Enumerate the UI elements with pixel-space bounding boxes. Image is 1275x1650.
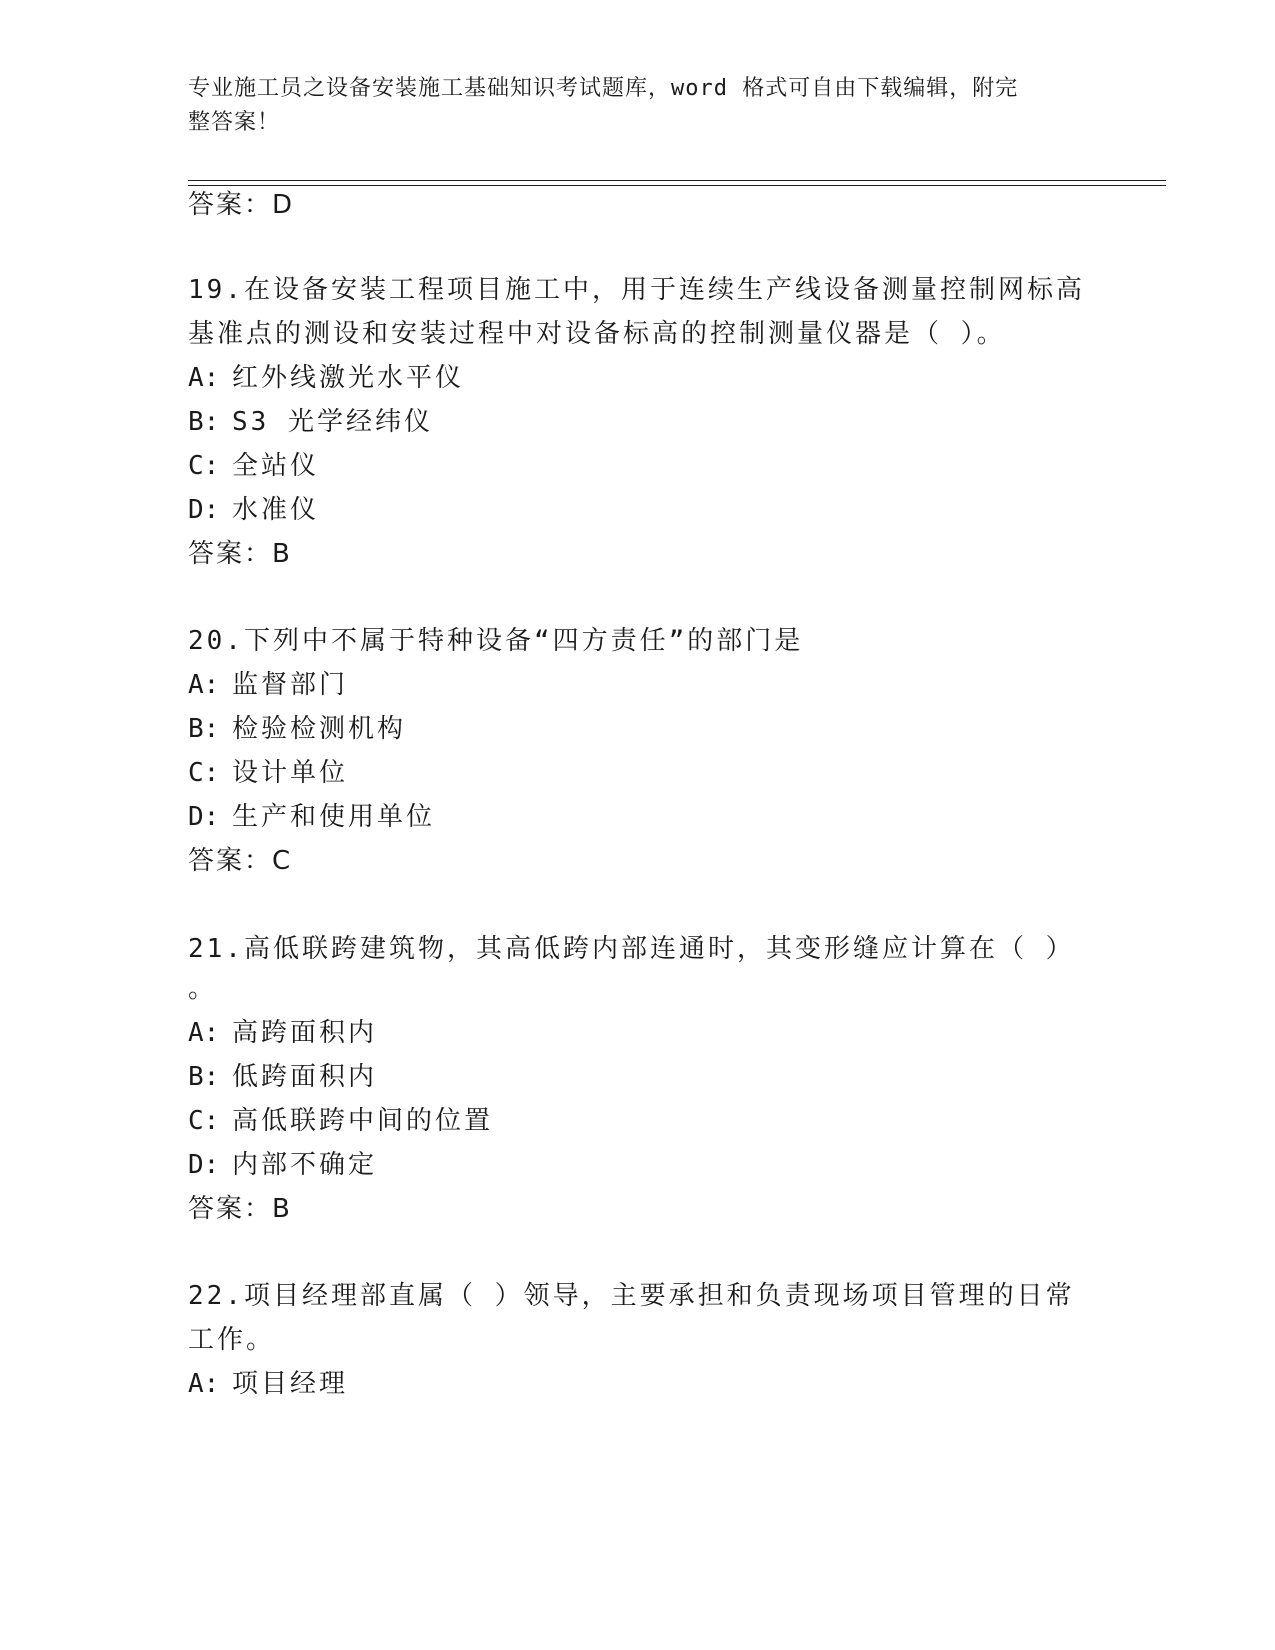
header-note-line: 整答案！ [188,110,281,135]
header-note [188,72,1068,140]
option-label: C: [188,1106,220,1136]
option-b [188,1060,377,1094]
option-label: D: [188,495,220,525]
option-d [188,1148,377,1182]
option-c [188,449,319,483]
question-stem: 。 [188,974,218,1004]
option-label: A: [188,670,220,700]
option-text: 红外线激光水平仪 [232,363,465,393]
header-note-line: 专业施工员之设备安装施工基础知识考试题库，word 格式可自由下载编辑，附完 [188,76,1019,101]
option-text: 生产和使用单位 [232,802,436,832]
option-label: B: [188,1062,220,1092]
question-stem: 22.项目经理部直属（ ）领导，主要承担和负责现场项目管理的日常 [188,1281,1075,1311]
option-text: 内部不确定 [232,1150,378,1180]
option-label: A: [188,1369,220,1399]
header-divider [188,185,1166,186]
option-text: 高低联跨中间的位置 [232,1106,494,1136]
option-text: 项目经理 [232,1369,349,1399]
option-d [188,493,319,527]
question-stem: 20.下列中不属于特种设备“四方责任”的部门是 [188,626,804,656]
option-label: A: [188,363,220,393]
answer-line: 答案：C [188,846,293,876]
option-text: 低跨面积内 [232,1062,378,1092]
option-c [188,1104,493,1138]
option-text: 监督部门 [232,670,349,700]
option-label: B: [188,407,220,437]
option-text: 检验检测机构 [232,714,407,744]
option-label: B: [188,714,220,744]
option-text: 高跨面积内 [232,1018,378,1048]
option-text: 全站仪 [232,451,320,481]
option-c [188,756,348,790]
question-stem: 21.高低联跨建筑物，其高低跨内部连通时，其变形缝应计算在（ ） [188,934,1075,964]
option-label: A: [188,1018,220,1048]
answer-line: 答案：B [188,1194,292,1224]
option-text: 设计单位 [232,758,349,788]
option-text: S3 光学经纬仪 [232,407,433,437]
option-label: C: [188,758,220,788]
option-a [188,668,348,702]
answer-line: 答案：B [188,539,292,569]
question-stem: 19.在设备安装工程项目施工中，用于连续生产线设备测量控制网标高 [188,275,1085,305]
option-b [188,405,433,439]
answer-line: 答案：D [188,190,295,220]
option-a [188,361,464,395]
option-b [188,712,406,746]
option-a [188,1016,377,1050]
option-label: D: [188,1150,220,1180]
option-d [188,800,435,834]
question-stem: 基准点的测设和安装过程中对设备标高的控制测量仪器是（ ）。 [188,319,1006,349]
option-text: 水准仪 [232,495,320,525]
header-divider [188,180,1166,181]
option-label: C: [188,451,220,481]
question-stem: 工作。 [188,1325,276,1355]
option-label: D: [188,802,220,832]
option-a [188,1367,348,1401]
